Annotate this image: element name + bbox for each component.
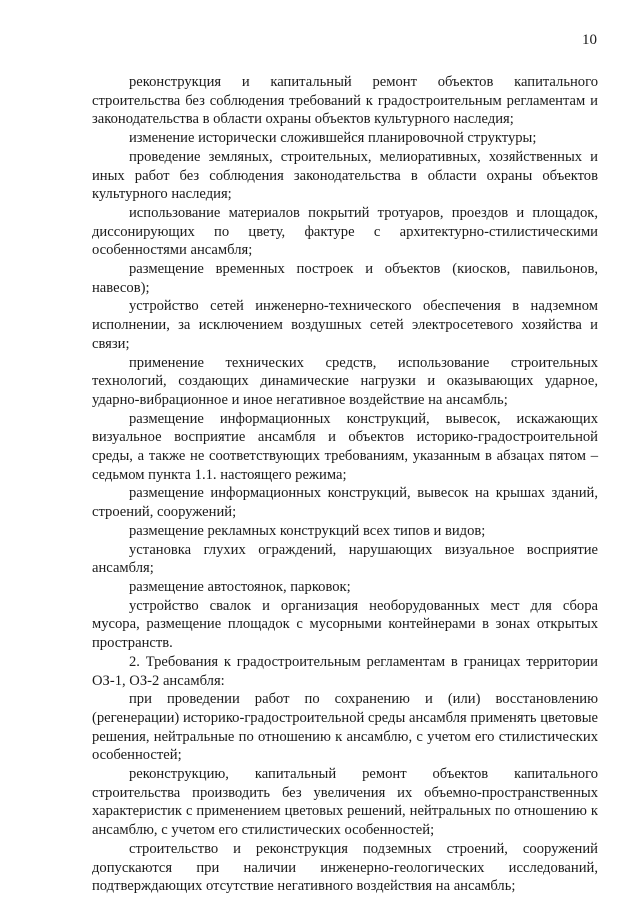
paragraph: реконструкцию, капитальный ремонт объектов капитального строительства производить без увеличения их объемно-пространственных характеристик с применением цветовых решений, нейтральных по отношению к ансамблю, с учетом его стилистических особенностей; <box>92 766 598 839</box>
section-heading: 2. Требования к градостроительным регламентам в границах территории ОЗ-1, ОЗ-2 ансамбля: <box>92 653 598 689</box>
paragraph: размещение информационных конструкций, вывесок на крышах зданий, строений, сооружений; <box>92 485 598 521</box>
paragraph: использование материалов покрытий тротуаров, проездов и площадок, диссонирующих по цвету, фактуре с архитектурно-стилистическими особенностями ансамбля; <box>92 204 598 259</box>
paragraph: реконструкция и капитальный ремонт объектов капитального строительства без соблюдения требований к градостроительным регламентам и законодательства в области охраны объектов культурного наследия; <box>92 74 598 128</box>
document-body <box>92 73 598 896</box>
paragraph: размещение рекламных конструкций всех типов и видов; <box>129 522 486 539</box>
paragraph: установка глухих ограждений, нарушающих визуальное восприятие ансамбля; <box>92 541 598 577</box>
paragraph: изменение исторически сложившейся планировочной структуры; <box>129 130 537 147</box>
paragraph: применение технических средств, использование строительных технологий, создающих динамические нагрузки и оказывающих ударное, ударно-вибрационное и иное негативное воздействие на ансамбль; <box>92 354 598 408</box>
page-number: 10 <box>582 32 597 48</box>
paragraph: размещение автостоянок, парковок; <box>129 578 351 595</box>
paragraph: при проведении работ по сохранению и (или) восстановлению (регенерации) историко-градостроительной среды ансамбля применять цветовые решения, нейтральные по отношению к ансамблю, с учетом его стилистических особенностей; <box>92 691 598 764</box>
paragraph: устройство свалок и организация необорудованных мест для сбора мусора, размещение площадок с мусорными контейнерами в зонах открытых пространств. <box>92 597 598 652</box>
paragraph: размещение временных построек и объектов (киосков, павильонов, навесов); <box>92 261 598 296</box>
paragraph: размещение информационных конструкций, вывесок, искажающих визуальное восприятие ансамбля и объектов историко-градостроительной среды, а также не соответствующих требованиям, указанным в абзацах пятом – седьмом пункта 1.1. настоящего режима; <box>92 410 598 483</box>
paragraph: устройство сетей инженерно-технического обеспечения в надземном исполнении, за исключением воздушных сетей электросетевого хозяйства и связи; <box>92 298 598 352</box>
paragraph: проведение земляных, строительных, мелиоративных, хозяйственных и иных работ без соблюдения законодательства в области охраны объектов культурного наследия; <box>92 148 598 203</box>
paragraph: строительство и реконструкция подземных строений, сооружений допускаются при наличии инженерно-геологических исследований, подтверждающих отсутствие негативного воздействия на ансамбль; <box>92 840 598 895</box>
